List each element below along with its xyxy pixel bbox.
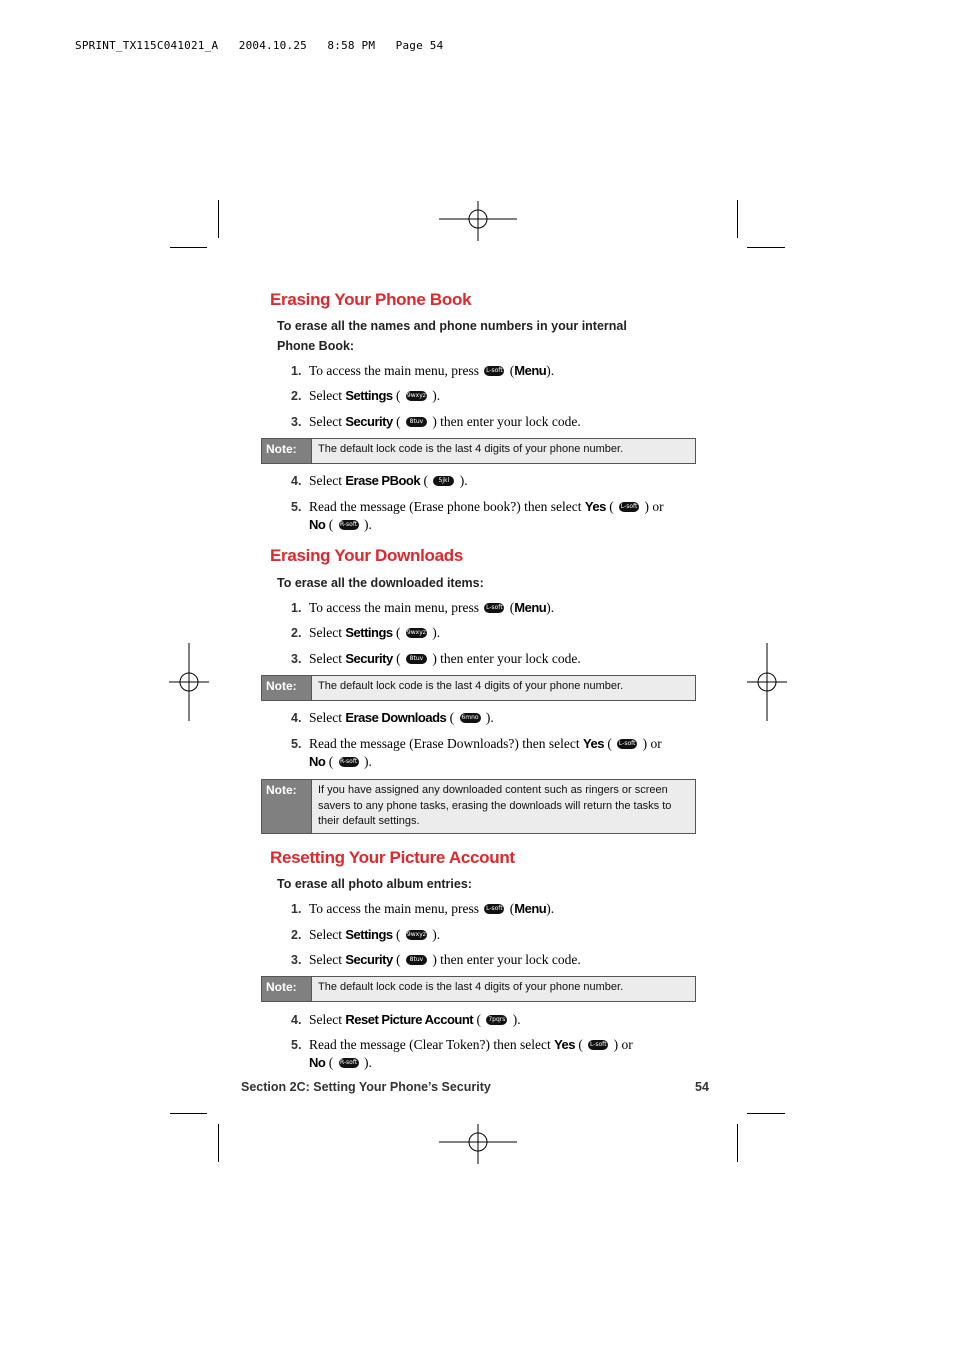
right-softkey-icon: R-soft [339, 1058, 358, 1066]
key-8-icon: 8tuv [406, 417, 427, 427]
left-softkey-icon: L-soft [486, 603, 503, 611]
section-intro: To erase all photo album entries: [277, 877, 472, 891]
key-8-icon: 8tuv [406, 955, 427, 965]
note-label: Note: [262, 676, 311, 700]
step-item: 3. Select Security ( 8tuv ) then enter your lock code. [291, 952, 581, 967]
footer-section-title: Section 2C: Setting Your Phone’s Security [241, 1080, 491, 1094]
step-item: 5. Read the message (Clear Token?) then select Yes ( L-soft ) or No ( R-soft ). [291, 1037, 633, 1070]
left-softkey-icon: L-soft [486, 366, 503, 374]
crop-mark [737, 200, 738, 238]
right-softkey-icon: R-soft [339, 520, 358, 528]
footer-page-number: 54 [695, 1080, 709, 1094]
note-box [261, 438, 696, 464]
step-item: 2. Select Settings ( 9wxyz ). [291, 625, 441, 640]
note-label: Note: [262, 977, 311, 1001]
note-text: The default lock code is the last 4 digits of your phone number. [311, 439, 695, 463]
step-item: 4. Select Erase PBook ( 5jkl ). [291, 473, 468, 488]
note-text: If you have assigned any downloaded content such as ringers or screen savers to any phone tasks, erasing the downloads will return the tasks to their default settings. [311, 780, 695, 833]
key-9-icon: 9wxyz [406, 930, 426, 938]
crop-mark [170, 247, 207, 248]
key-8-icon: 8tuv [406, 654, 427, 664]
step-item: 5. Read the message (Erase phone book?) then select Yes ( L-soft ) or No ( R-soft ). [291, 499, 664, 532]
section-title: Erasing Your Downloads [270, 546, 464, 565]
note-box [261, 976, 696, 1002]
section-intro: To erase all the names and phone numbers in your internal Phone Book: [277, 319, 627, 353]
step-item: 4. Select Reset Picture Account ( 7pqrs ). [291, 1012, 521, 1027]
crop-mark [218, 200, 219, 238]
step-item: 1. To access the main menu, press L-soft (Menu). [291, 901, 555, 916]
note-text: The default lock code is the last 4 digits of your phone number. [311, 977, 695, 1001]
left-softkey-icon: L-soft [486, 904, 503, 912]
step-item: 5. Read the message (Erase Downloads?) then select Yes ( L-soft ) or No ( R-soft ). [291, 736, 662, 769]
step-item: 1. To access the main menu, press L-soft (Menu). [291, 600, 555, 615]
registration-mark-icon [169, 643, 209, 721]
crop-mark [170, 1113, 207, 1114]
crop-mark [737, 1124, 738, 1162]
key-9-icon: 9wxyz [406, 391, 426, 399]
section-title: Erasing Your Phone Book [270, 290, 472, 309]
registration-mark-icon [747, 643, 787, 721]
note-box [261, 779, 696, 834]
step-item: 2. Select Settings ( 9wxyz ). [291, 388, 441, 403]
left-softkey-icon: L-soft [620, 502, 638, 510]
key-6-icon: 6mno [461, 713, 479, 721]
note-text: The default lock code is the last 4 digits of your phone number. [311, 676, 695, 700]
print-header: SPRINT_TX115C041021_A 2004.10.25 8:58 PM Page 54 [75, 39, 444, 52]
note-label: Note: [262, 439, 311, 463]
step-item: 4. Select Erase Downloads ( 6mno ). [291, 710, 494, 725]
crop-mark [747, 1113, 785, 1114]
crop-mark [218, 1124, 219, 1162]
crop-mark [747, 247, 785, 248]
step-item: 3. Select Security ( 8tuv ) then enter your lock code. [291, 414, 581, 429]
key-7-icon: 7pqrs [488, 1015, 506, 1023]
section-intro: To erase all the downloaded items: [277, 576, 484, 590]
registration-mark-icon [439, 201, 517, 241]
step-item: 3. Select Security ( 8tuv ) then enter your lock code. [291, 651, 581, 666]
step-item: 2. Select Settings ( 9wxyz ). [291, 927, 441, 942]
note-label: Note: [262, 780, 311, 833]
step-item: 1. To access the main menu, press L-soft (Menu). [291, 363, 555, 378]
right-softkey-icon: R-soft [339, 757, 358, 765]
key-5-icon: 5jkl [433, 476, 454, 486]
registration-mark-icon [439, 1124, 517, 1164]
left-softkey-icon: L-soft [589, 1040, 607, 1048]
note-box [261, 675, 696, 701]
key-9-icon: 9wxyz [406, 628, 426, 636]
left-softkey-icon: L-soft [618, 739, 636, 747]
section-title: Resetting Your Picture Account [270, 848, 515, 867]
